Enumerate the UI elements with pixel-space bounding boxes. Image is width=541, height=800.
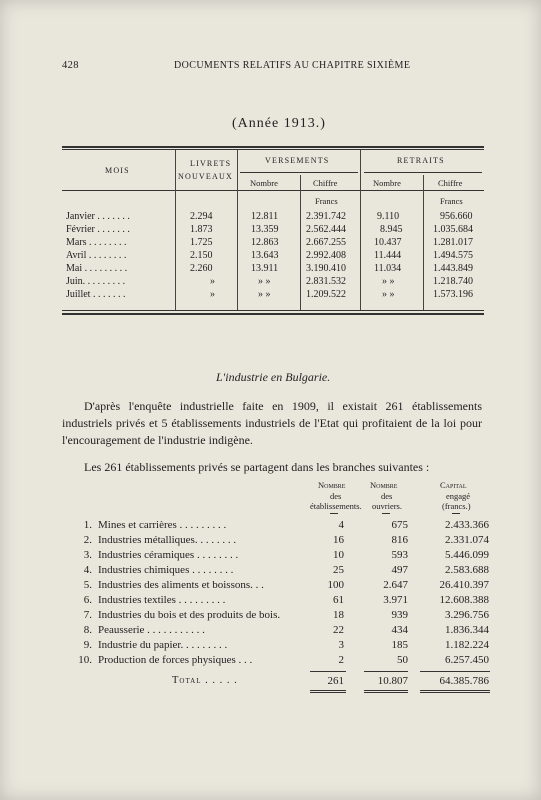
t2-row: 4. Industries chimiques . . . . . . . . 25 497 2.583.688 xyxy=(83,564,489,576)
t1-v-chiffre: 2.992.408 xyxy=(306,250,346,261)
t1-livrets: » xyxy=(210,276,215,287)
sub-chiffre-r: Chiffre xyxy=(438,178,463,188)
sub-nombre-v: Nombre xyxy=(250,178,278,188)
page-number: 428 xyxy=(62,60,79,71)
t2-row: 10. Production de forces physiques . . . 2 50 6.257.450 xyxy=(78,654,489,666)
t2-row: 9. Industrie du papier. . . . . . . . . 3 185 1.182.224 xyxy=(83,639,489,651)
t2-row: 6. Industries textiles . . . . . . . . . 61 3.971 12.608.388 xyxy=(83,594,489,606)
total-cap: 64.385.786 xyxy=(439,675,489,687)
t1-r-chiffre: 1.035.684 xyxy=(433,224,473,235)
t1-livrets: 2.294 xyxy=(190,211,213,222)
t1-v-nombre: 12.863 xyxy=(251,237,279,248)
section-paragraph: D'après l'enquête industrielle faite en 1909, il existait 261 établissements industriels privés et 5 établissements industriels de l'Etat qui profitaient de la loi pour l'encouragement de l'industrie indigène. xyxy=(62,399,482,447)
t1-r-nombre: 10.437 xyxy=(374,237,402,248)
t1-r-chiffre: 1.443.849 xyxy=(433,263,473,274)
group-versements: VERSEMENTS xyxy=(265,156,330,165)
t1-r-nombre: » » xyxy=(382,289,395,300)
t1-v-nombre: » » xyxy=(258,276,271,287)
t1-r-nombre: » » xyxy=(382,276,395,287)
col-ouv-3: ouvriers. xyxy=(372,501,402,511)
t1-mois: Juillet . . . . . . . xyxy=(66,289,126,300)
col-etab-1: Nombre xyxy=(318,480,346,490)
table1-top-rule xyxy=(62,146,484,148)
col-etab-2: des xyxy=(330,491,342,501)
t1-v-chiffre: 3.190.410 xyxy=(306,263,346,274)
col-livrets-1: LIVRETS xyxy=(190,159,232,168)
t1-r-nombre: 8.945 xyxy=(380,224,403,235)
t1-r-chiffre: 1.218.740 xyxy=(433,276,473,287)
t1-mois: Mars . . . . . . . . xyxy=(66,237,127,248)
t2-row: 1. Mines et carrières . . . . . . . . . 4 675 2.433.366 xyxy=(83,519,489,531)
t1-r-chiffre: 956.660 xyxy=(440,211,473,222)
t1-r-chiffre: 1.281.017 xyxy=(433,237,473,248)
t2-row: 2. Industries métalliques. . . . . . . . 16 816 2.331.074 xyxy=(83,534,489,546)
col-livrets-2: NOUVEAUX xyxy=(178,172,233,181)
t1-livrets: 1.725 xyxy=(190,237,213,248)
t1-livrets: 1.873 xyxy=(190,224,213,235)
sub-nombre-r: Nombre xyxy=(373,178,401,188)
t1-v-chiffre: 1.209.522 xyxy=(306,289,346,300)
t1-livrets: 2.260 xyxy=(190,263,213,274)
total-label: Total . . . . . xyxy=(172,675,238,686)
t1-r-chiffre: 1.573.196 xyxy=(433,289,473,300)
t1-v-nombre: 12.811 xyxy=(251,211,279,222)
section-intro: Les 261 établissements privés se partagent dans les branches suivantes : xyxy=(84,460,430,474)
unit-francs-v: Francs xyxy=(315,196,338,206)
t1-mois: Mai . . . . . . . . . xyxy=(66,263,128,274)
table1-bottom-rule xyxy=(62,313,484,315)
col-cap-1: Capital xyxy=(440,480,467,490)
t1-mois: Avril . . . . . . . . xyxy=(66,250,127,261)
t1-r-nombre: 9.110 xyxy=(377,211,400,222)
t1-v-nombre: 13.359 xyxy=(251,224,279,235)
col-cap-3: (francs.) xyxy=(442,501,471,511)
col-etab-3: établissements. xyxy=(310,501,362,511)
t1-mois: Février . . . . . . . xyxy=(66,224,130,235)
t1-v-chiffre: 2.391.742 xyxy=(306,211,346,222)
versements-brace xyxy=(240,172,358,173)
col-ouv-2: des xyxy=(381,491,393,501)
t1-livrets: 2.150 xyxy=(190,250,213,261)
t1-v-chiffre: 2.562.444 xyxy=(306,224,346,235)
t1-r-nombre: 11.444 xyxy=(374,250,402,261)
retraits-brace xyxy=(364,172,482,173)
running-title: DOCUMENTS RELATIFS AU CHAPITRE SIXIÈME xyxy=(174,60,411,71)
sub-chiffre-v: Chiffre xyxy=(313,178,338,188)
table1-header-rule xyxy=(62,190,484,191)
t1-v-chiffre: 2.831.532 xyxy=(306,276,346,287)
section-title: L'industrie en Bulgarie. xyxy=(216,370,331,384)
t2-row: 7. Industries du bois et des produits de bois. 18 939 3.296.756 xyxy=(83,609,489,621)
total-etab: 261 xyxy=(327,675,344,687)
t1-mois: Juin. . . . . . . . . xyxy=(66,276,126,287)
t2-row: 5. Industries des aliments et boissons. . . 100 2.647 26.410.397 xyxy=(83,579,489,591)
t1-v-nombre: 13.643 xyxy=(251,250,279,261)
t1-v-nombre: » » xyxy=(258,289,271,300)
table1-title: (Année 1913.) xyxy=(232,116,326,131)
col-ouv-1: Nombre xyxy=(370,480,398,490)
t1-v-nombre: 13.911 xyxy=(251,263,279,274)
col-mois: MOIS xyxy=(105,166,130,175)
col-cap-2: engagé xyxy=(446,491,471,501)
t1-v-chiffre: 2.667.255 xyxy=(306,237,346,248)
t2-row: 8. Peausserie . . . . . . . . . . . 22 434 1.836.344 xyxy=(83,624,489,636)
t1-mois: Janvier . . . . . . . xyxy=(66,211,130,222)
unit-francs-r: Francs xyxy=(440,196,463,206)
t1-r-chiffre: 1.494.575 xyxy=(433,250,473,261)
t1-r-nombre: 11.034 xyxy=(374,263,402,274)
t2-row: 3. Industries céramiques . . . . . . . . 10 593 5.446.099 xyxy=(83,549,489,561)
group-retraits: RETRAITS xyxy=(397,156,445,165)
t1-livrets: » xyxy=(210,289,215,300)
total-ouv: 10.807 xyxy=(377,675,408,687)
